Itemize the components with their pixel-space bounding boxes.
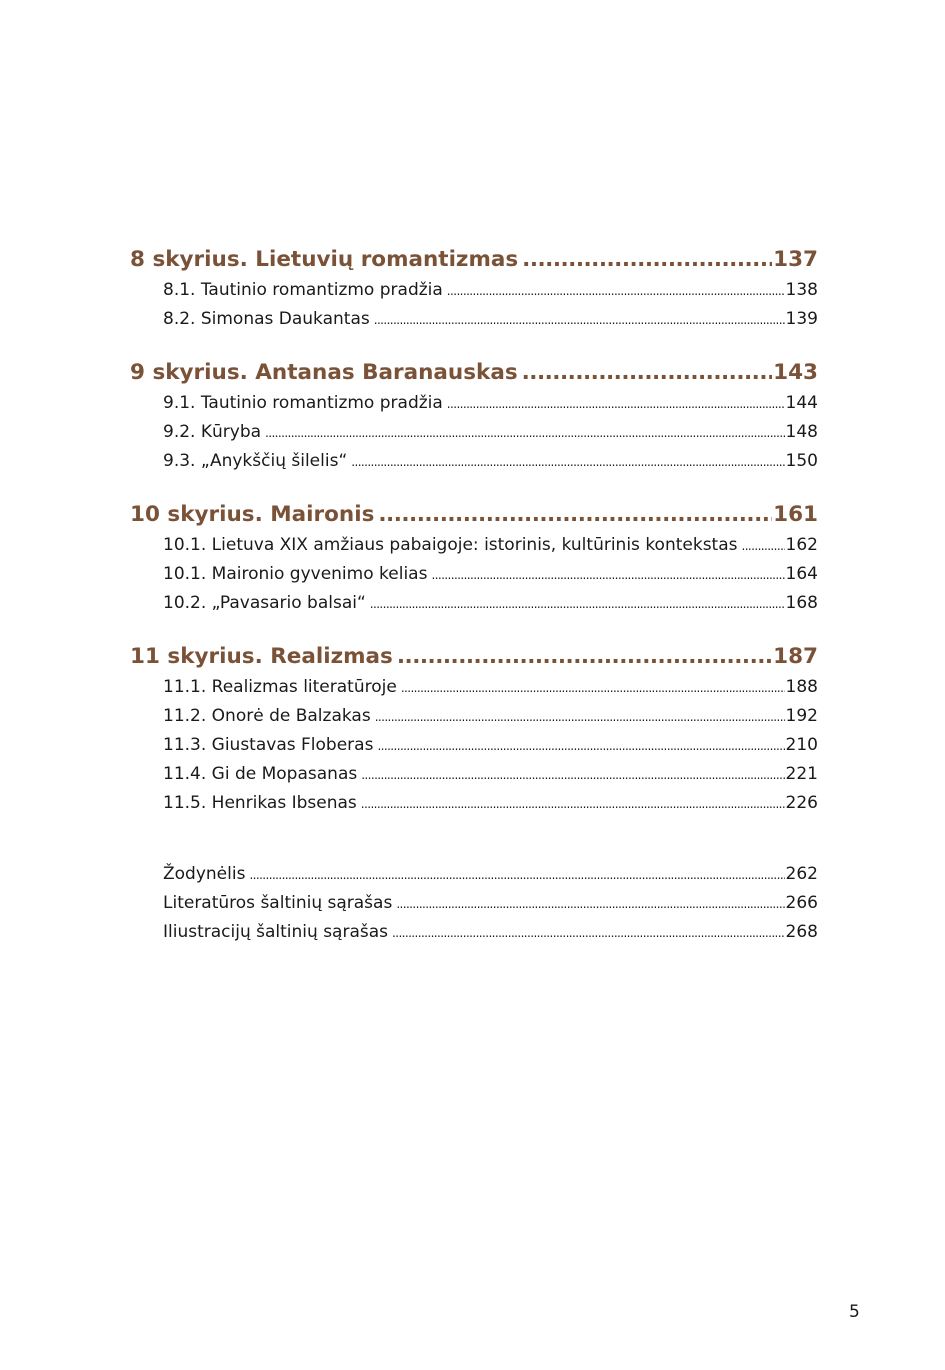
section-title: 11.4. Gi de Mopasanas — [163, 764, 358, 784]
chapter-heading-row[interactable] — [130, 244, 818, 276]
chapter-page-number: 187 — [773, 644, 818, 669]
chapter-title: 9 skyrius. Antanas Baranauskas — [130, 360, 518, 385]
backmatter-page-number: 268 — [785, 922, 818, 942]
chapter-title: 11 skyrius. Realizmas — [130, 644, 393, 669]
backmatter-list — [130, 860, 818, 947]
chapter-9 — [130, 357, 818, 476]
dot-leader — [447, 276, 785, 306]
section-row[interactable] — [163, 589, 818, 618]
chapter-heading-row[interactable] — [130, 641, 818, 673]
section-row[interactable] — [163, 760, 818, 789]
section-title: 9.2. Kūryba — [163, 422, 262, 442]
section-page-number: 144 — [785, 393, 818, 413]
section-title: 9.3. „Anykščių šilelis“ — [163, 451, 348, 471]
backmatter-title: Iliustracijų šaltinių sąrašas — [163, 922, 389, 942]
dot-leader — [377, 731, 784, 761]
section-page-number: 221 — [785, 764, 818, 784]
backmatter-title: Žodynėlis — [163, 864, 246, 884]
chapter-title: 10 skyrius. Maironis — [130, 502, 375, 527]
dot-leader — [742, 531, 785, 561]
table-of-contents — [130, 244, 818, 947]
dot-leader — [361, 760, 784, 790]
chapter-page-number: 143 — [773, 360, 818, 385]
section-title: 11.5. Henrikas Ibsenas — [163, 793, 357, 813]
dot-leader — [249, 860, 784, 890]
section-row[interactable] — [163, 531, 818, 560]
section-title: 11.1. Realizmas literatūroje — [163, 677, 397, 697]
section-page-number: 192 — [785, 706, 818, 726]
section-title: 8.1. Tautinio romantizmo pradžia — [163, 280, 443, 300]
section-page-number: 162 — [785, 535, 818, 555]
section-page-number: 139 — [785, 309, 818, 329]
section-title: 8.2. Simonas Daukantas — [163, 309, 370, 329]
chapter-11 — [130, 641, 818, 818]
dot-leader — [374, 305, 785, 335]
section-page-number: 168 — [785, 593, 818, 613]
section-title: 10.2. „Pavasario balsai“ — [163, 593, 366, 613]
page-number: 5 — [849, 1302, 860, 1322]
section-page-number: 138 — [785, 280, 818, 300]
backmatter-page-number: 262 — [785, 864, 818, 884]
chapter-heading-row[interactable] — [130, 357, 818, 389]
section-title: 11.3. Giustavas Floberas — [163, 735, 374, 755]
section-page-number: 210 — [785, 735, 818, 755]
section-page-number: 150 — [785, 451, 818, 471]
dot-leader — [522, 244, 772, 276]
dot-leader — [396, 889, 784, 919]
section-title: 11.2. Onorė de Balzakas — [163, 706, 371, 726]
chapter-10 — [130, 499, 818, 618]
section-row[interactable] — [163, 389, 818, 418]
section-title: 10.1. Lietuva XIX amžiaus pabaigoje: istorinis, kultūrinis kontekstas — [163, 535, 738, 555]
section-row[interactable] — [163, 418, 818, 447]
chapter-page-number: 161 — [773, 502, 818, 527]
dot-leader — [378, 499, 772, 531]
section-row[interactable] — [163, 447, 818, 476]
dot-leader — [351, 447, 784, 477]
section-row[interactable] — [163, 673, 818, 702]
backmatter-row[interactable] — [163, 889, 818, 918]
dot-leader — [431, 560, 784, 590]
dot-leader — [447, 389, 785, 419]
section-row[interactable] — [163, 731, 818, 760]
backmatter-row[interactable] — [163, 918, 818, 947]
backmatter-title: Literatūros šaltinių sąrašas — [163, 893, 393, 913]
section-row[interactable] — [163, 305, 818, 334]
section-row[interactable] — [163, 560, 818, 589]
section-row[interactable] — [163, 702, 818, 731]
section-page-number: 148 — [785, 422, 818, 442]
dot-leader — [375, 702, 785, 732]
chapter-page-number: 137 — [773, 247, 818, 272]
section-row[interactable] — [163, 789, 818, 818]
chapter-heading-row[interactable] — [130, 499, 818, 531]
chapter-8 — [130, 244, 818, 334]
dot-leader — [370, 589, 785, 619]
section-page-number: 226 — [785, 793, 818, 813]
dot-leader — [392, 918, 785, 948]
dot-leader — [265, 418, 785, 448]
section-row[interactable] — [163, 276, 818, 305]
section-page-number: 188 — [785, 677, 818, 697]
dot-leader — [397, 641, 772, 673]
section-title: 9.1. Tautinio romantizmo pradžia — [163, 393, 443, 413]
backmatter-row[interactable] — [163, 860, 818, 889]
dot-leader — [361, 789, 785, 819]
section-title: 10.1. Maironio gyvenimo kelias — [163, 564, 428, 584]
dot-leader — [522, 357, 772, 389]
chapter-title: 8 skyrius. Lietuvių romantizmas — [130, 247, 519, 272]
section-page-number: 164 — [785, 564, 818, 584]
dot-leader — [401, 673, 785, 703]
backmatter-page-number: 266 — [785, 893, 818, 913]
